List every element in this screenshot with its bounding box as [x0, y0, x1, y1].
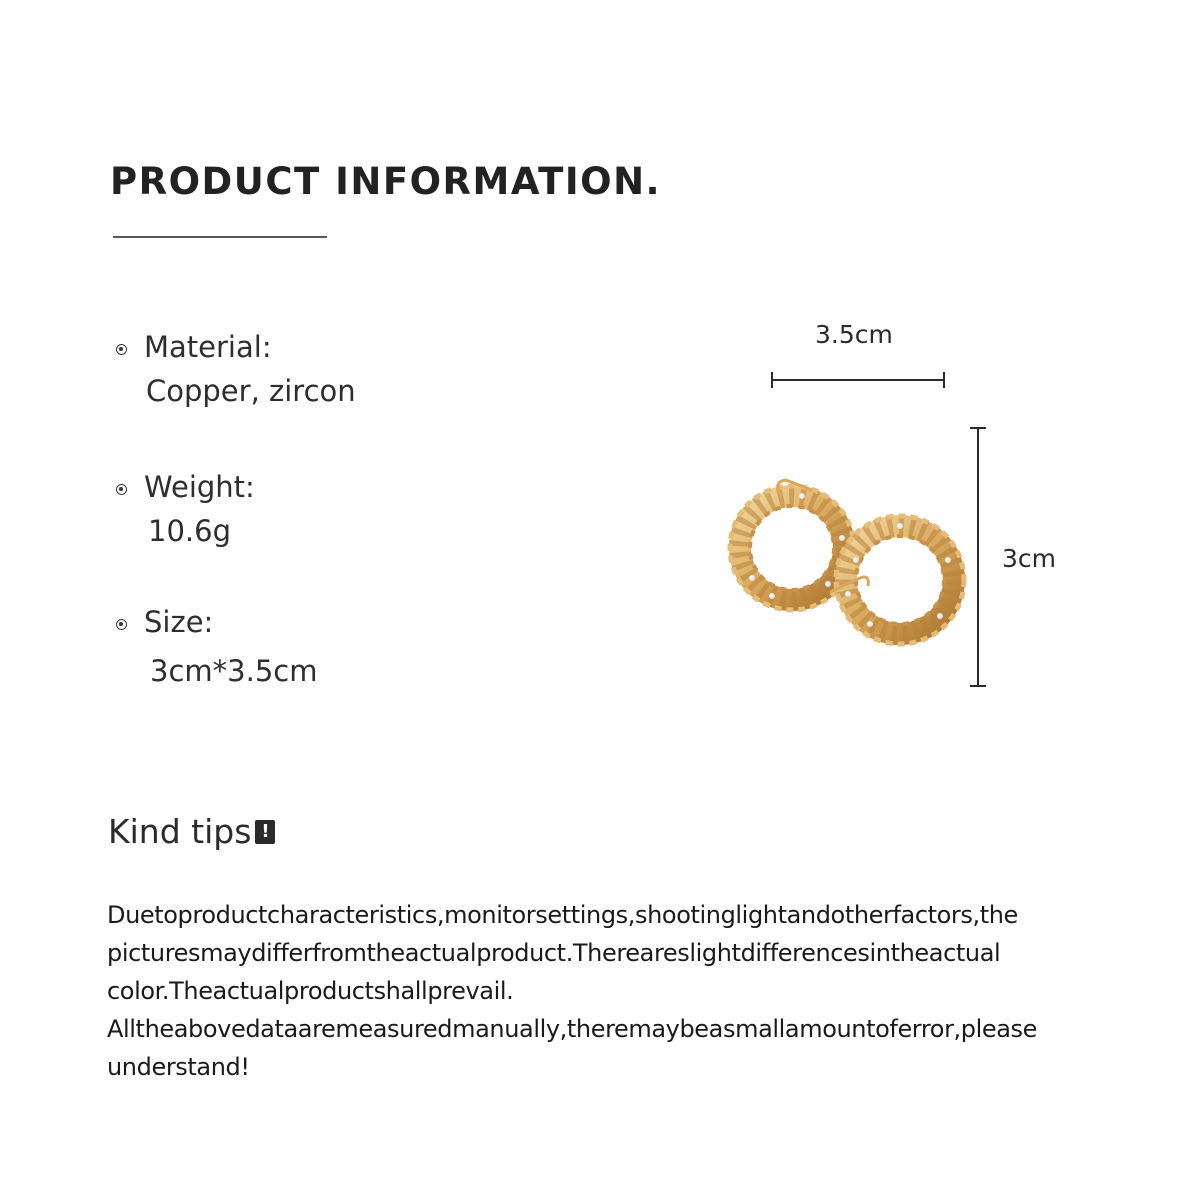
width-dimension-label: 3.5cm [815, 320, 893, 349]
kind-tips-heading [108, 812, 275, 851]
bullet-icon [116, 619, 127, 630]
spec-material-value: Copper, zircon [146, 374, 356, 408]
tips-line: understand! [107, 1053, 250, 1081]
kind-tips-label: Kind tips [108, 812, 252, 851]
spec-weight-value: 10.6g [148, 514, 231, 548]
spec-size-label: Size: [144, 605, 214, 639]
spec-material-label: Material: [144, 330, 272, 364]
tips-line: Duetoproductcharacteristics,monitorsettings,shootinglightandotherfactors,the [107, 901, 1018, 929]
tips-line: picturesmaydifferfromtheactualproduct.Thereareslightdifferencesintheactual [107, 939, 1001, 967]
tips-line: color.Theactualproductshallprevail. [107, 977, 514, 1005]
tips-line: Alltheabovedataaremeasuredmanually,theremaybeasmallamountoferror,please [107, 1015, 1038, 1043]
spec-size-value: 3cm*3.5cm [150, 654, 318, 688]
page-title: PRODUCT INFORMATION. [110, 160, 662, 203]
exclamation-icon: ! [255, 820, 275, 844]
left-hoop [730, 486, 854, 610]
bullet-icon [116, 344, 127, 355]
earrings-image [720, 470, 980, 660]
title-underline [113, 236, 327, 238]
kind-tips-text [107, 896, 1087, 1086]
spec-weight-label: Weight: [144, 470, 255, 504]
bullet-icon [116, 484, 127, 495]
height-dimension-label: 3cm [1002, 544, 1057, 573]
